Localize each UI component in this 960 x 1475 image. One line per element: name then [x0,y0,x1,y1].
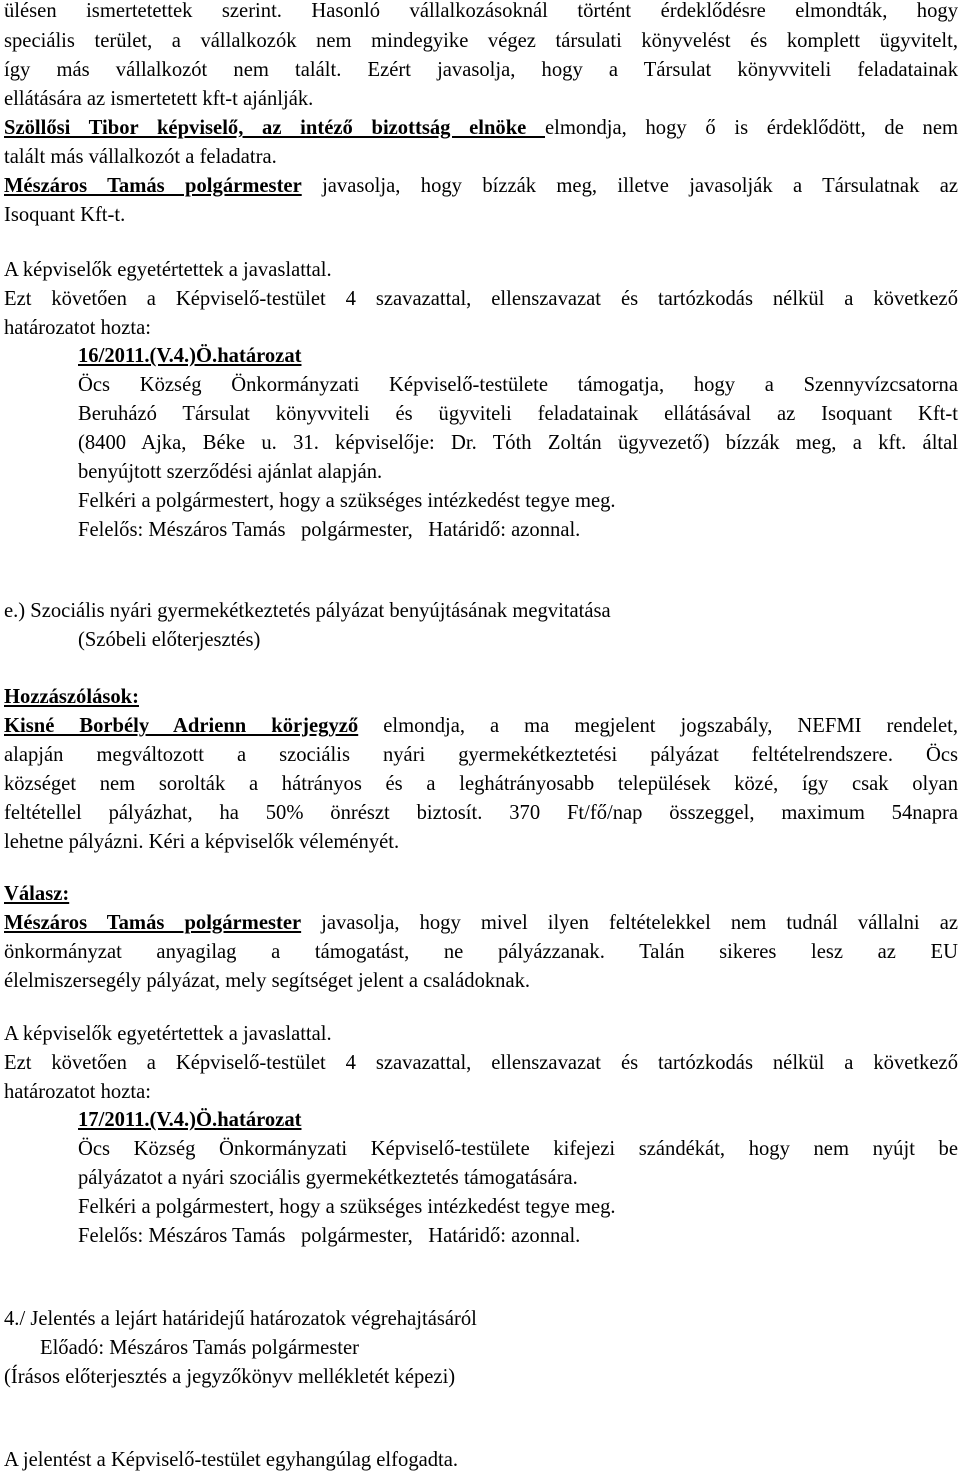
agenda-item-title: 4./ Jelentés a lejárt határidejű határozatok végrehajtásáról [4,1308,477,1330]
vote-line: határozatot hozta: [4,1081,151,1103]
agenda-item-note: (Írásos előterjesztés a jegyzőkönyv mellékletét képezi) [4,1366,456,1388]
agreement-statement: A képviselők egyetértettek a javaslattal. [4,1023,332,1045]
clerk-comment-line: lehetne pályázni. Kéri a képviselők véleményét. [4,831,400,853]
mayor-proposal [4,172,958,201]
resolution-request: Felkéri a polgármestert, hogy a szükséges intézkedést tegye meg. [78,1196,616,1218]
answer-heading: Válasz: [4,883,70,905]
answer-text: javasolja, hogy mivel ilyen feltételekkel nem tudnál vállalni az [301,912,958,934]
mayor-answer-line: önkormányzat anyagilag a támogatást, ne pályázzanak. Talán sikeres lesz az EU [4,941,958,963]
resolution-line: (8400 Ajka, Béke u. 31. képviselője: Dr. Tóth Zoltán ügyvezető) bízzák meg, a kft. által [78,432,958,454]
szollosi-comment-line: talált más vállalkozót a feladatra. [4,146,277,168]
comment-text: elmondja, a ma megjelent jogszabály, NEFMI rendelet, [358,715,958,737]
resolution-responsible: Felelős: Mészáros Tamás polgármester, Határidő: azonnal. [78,1225,581,1247]
resolution-number: 17/2011.(V.4.)Ö.határozat [78,1109,302,1131]
comments-heading: Hozzászólások: [4,686,139,708]
resolution-request: Felkéri a polgármestert, hogy a szükséges intézkedést tegye meg. [78,490,616,512]
intro-line: ülésen ismertetettek szerint. Hasonló vállalkozásoknál történt érdeklődésre elmondták, hogy [4,0,958,22]
agenda-item-presenter: Előadó: Mészáros Tamás polgármester [40,1337,360,1359]
resolution-line: Beruházó Társulat könyvviteli és ügyviteli feladatainak ellátásával az Isoquant Kft-t [78,403,958,425]
report-accepted: A jelentést a Képviselő-testület egyhangúlag elfogadta. [4,1449,459,1471]
speaker-name: Kisné Borbély Adrienn körjegyző [4,715,359,737]
resolution-number: 16/2011.(V.4.)Ö.határozat [78,345,302,367]
resolution-line: Öcs Község Önkormányzati Képviselő-testülete kifejezi szándékát, hogy nem nyújt be [78,1138,958,1160]
resolution-line: pályázatot a nyári szociális gyermekétkeztetés támogatására. [78,1167,578,1189]
agenda-item-note: (Szóbeli előterjesztés) [78,629,261,651]
vote-line: Ezt követően a Képviselő-testület 4 szavazattal, ellenszavazat és tartózkodás nélkül a következő [4,288,958,310]
szollosi-comment [4,114,958,143]
vote-line: határozatot hozta: [4,317,151,339]
speaker-name: Szöllősi Tibor képviselő, az intéző bizottság elnöke [4,117,546,139]
speaker-name: Mészáros Tamás polgármester [4,175,302,197]
comment-text: elmondja, hogy ő is érdeklődött, de nem [545,117,958,139]
mayor-answer-line: élelmiszersegély pályázat, mely segítséget jelent a családoknak. [4,970,531,992]
clerk-comment-line: alapján megváltozott a szociális nyári gyermekétkeztetési pályázat feltételrendszere. Öcs [4,744,958,766]
agreement-text: A képviselők egyetértettek a javaslattal. [4,259,332,281]
mayor-answer [4,909,958,938]
mayor-proposal-line: Isoquant Kft-t. [4,204,126,226]
resolution-responsible: Felelős: Mészáros Tamás polgármester, Határidő: azonnal. [78,519,581,541]
vote-line: Ezt követően a Képviselő-testület 4 szavazattal, ellenszavazat és tartózkodás nélkül a következő [4,1052,958,1074]
proposal-text: javasolja, hogy bízzák meg, illetve javasolják a Társulatnak az [301,175,959,197]
intro-line: így más vállalkozót nem talált. Ezért javasolja, hogy a Társulat könyvviteli feladatainak [4,59,958,81]
resolution-line: benyújtott szerződési ajánlat alapján. [78,461,383,483]
speaker-name: Mészáros Tamás polgármester [4,912,302,934]
agreement-statement [4,256,958,285]
clerk-comment-line: feltétellel pályázhat, ha 50% önrészt biztosít. 370 Ft/fő/nap összeggel, maximum 54napra [4,802,958,824]
agenda-item-title: e.) Szociális nyári gyermekétkeztetés pályázat benyújtásának megvitatása [4,600,611,622]
resolution-line: Öcs Község Önkormányzati Képviselő-testülete támogatja, hogy a Szennyvízcsatorna [78,374,958,396]
clerk-comment [4,712,958,741]
intro-line: ellátására az ismertetett kft-t ajánlják. [4,88,314,110]
clerk-comment-line: községet nem sorolták a hátrányos és a leghátrányosabb települések közé, így csak olyan [4,773,958,795]
intro-line: speciális terület, a vállalkozók nem mindegyike végez társulati könyvelést és komplett ügyvitelt, [4,30,958,52]
